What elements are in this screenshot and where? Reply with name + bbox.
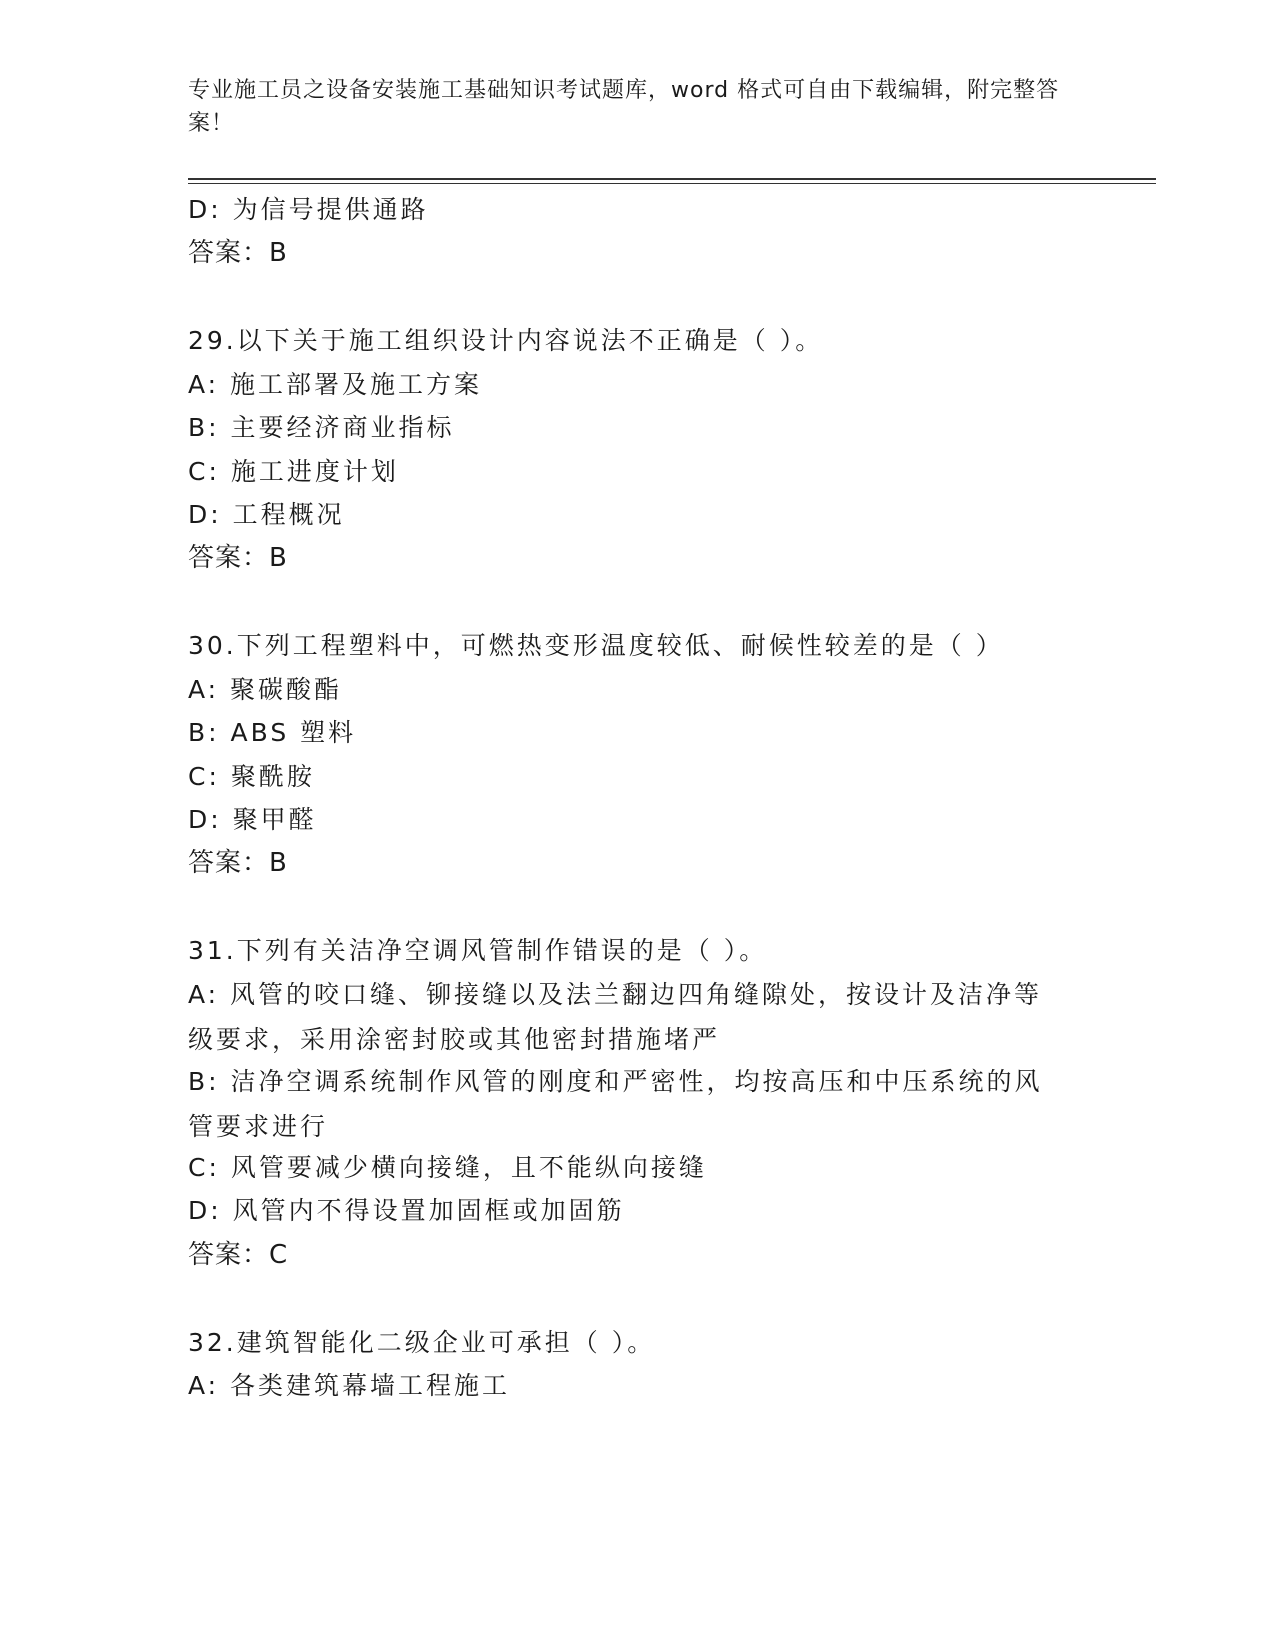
question-31: 31.下列有关洁净空调风管制作错误的是（ ）。 bbox=[188, 936, 768, 965]
question-29-option-d: D: 工程概况 bbox=[188, 500, 345, 529]
question-29: 29.以下关于施工组织设计内容说法不正确是（ ）。 bbox=[188, 326, 824, 355]
question-30: 30.下列工程塑料中，可燃热变形温度较低、耐候性较差的是（ ） bbox=[188, 631, 1004, 660]
question-30-answer: 答案：B bbox=[188, 848, 288, 878]
question-29-option-a: A: 施工部署及施工方案 bbox=[188, 370, 483, 399]
question-31-option-d: D: 风管内不得设置加固框或加固筋 bbox=[188, 1196, 625, 1225]
option-d-previous: D: 为信号提供通路 bbox=[188, 195, 429, 224]
header-divider-thin bbox=[188, 183, 1156, 184]
question-30-option-b: B: ABS 塑料 bbox=[188, 718, 357, 747]
header-divider-thick bbox=[188, 178, 1156, 180]
question-29-option-b: B: 主要经济商业指标 bbox=[188, 413, 455, 442]
question-29-option-c: C: 施工进度计划 bbox=[188, 457, 399, 486]
question-30-option-c: C: 聚酰胺 bbox=[188, 762, 315, 791]
question-30-option-d: D: 聚甲醛 bbox=[188, 805, 317, 834]
question-32-option-a: A: 各类建筑幕墙工程施工 bbox=[188, 1371, 511, 1400]
document-header: 专业施工员之设备安装施工基础知识考试题库，word 格式可自由下载编辑，附完整答案！ bbox=[188, 78, 1060, 136]
question-31-option-a: A: 风管的咬口缝、铆接缝以及法兰翻边四角缝隙处，按设计及洁净等级要求，采用涂密封胶或其他密封措施堵严 bbox=[188, 980, 1043, 1054]
answer-previous: 答案：B bbox=[188, 238, 288, 268]
question-31-option-b: B: 洁净空调系统制作风管的刚度和严密性，均按高压和中压系统的风管要求进行 bbox=[188, 1067, 1043, 1141]
question-30-option-a: A: 聚碳酸酯 bbox=[188, 675, 343, 704]
question-31-option-c: C: 风管要减少横向接缝，且不能纵向接缝 bbox=[188, 1153, 707, 1182]
question-29-answer: 答案：B bbox=[188, 543, 288, 573]
question-31-answer: 答案：C bbox=[188, 1240, 289, 1270]
question-32: 32.建筑智能化二级企业可承担（ ）。 bbox=[188, 1328, 656, 1357]
